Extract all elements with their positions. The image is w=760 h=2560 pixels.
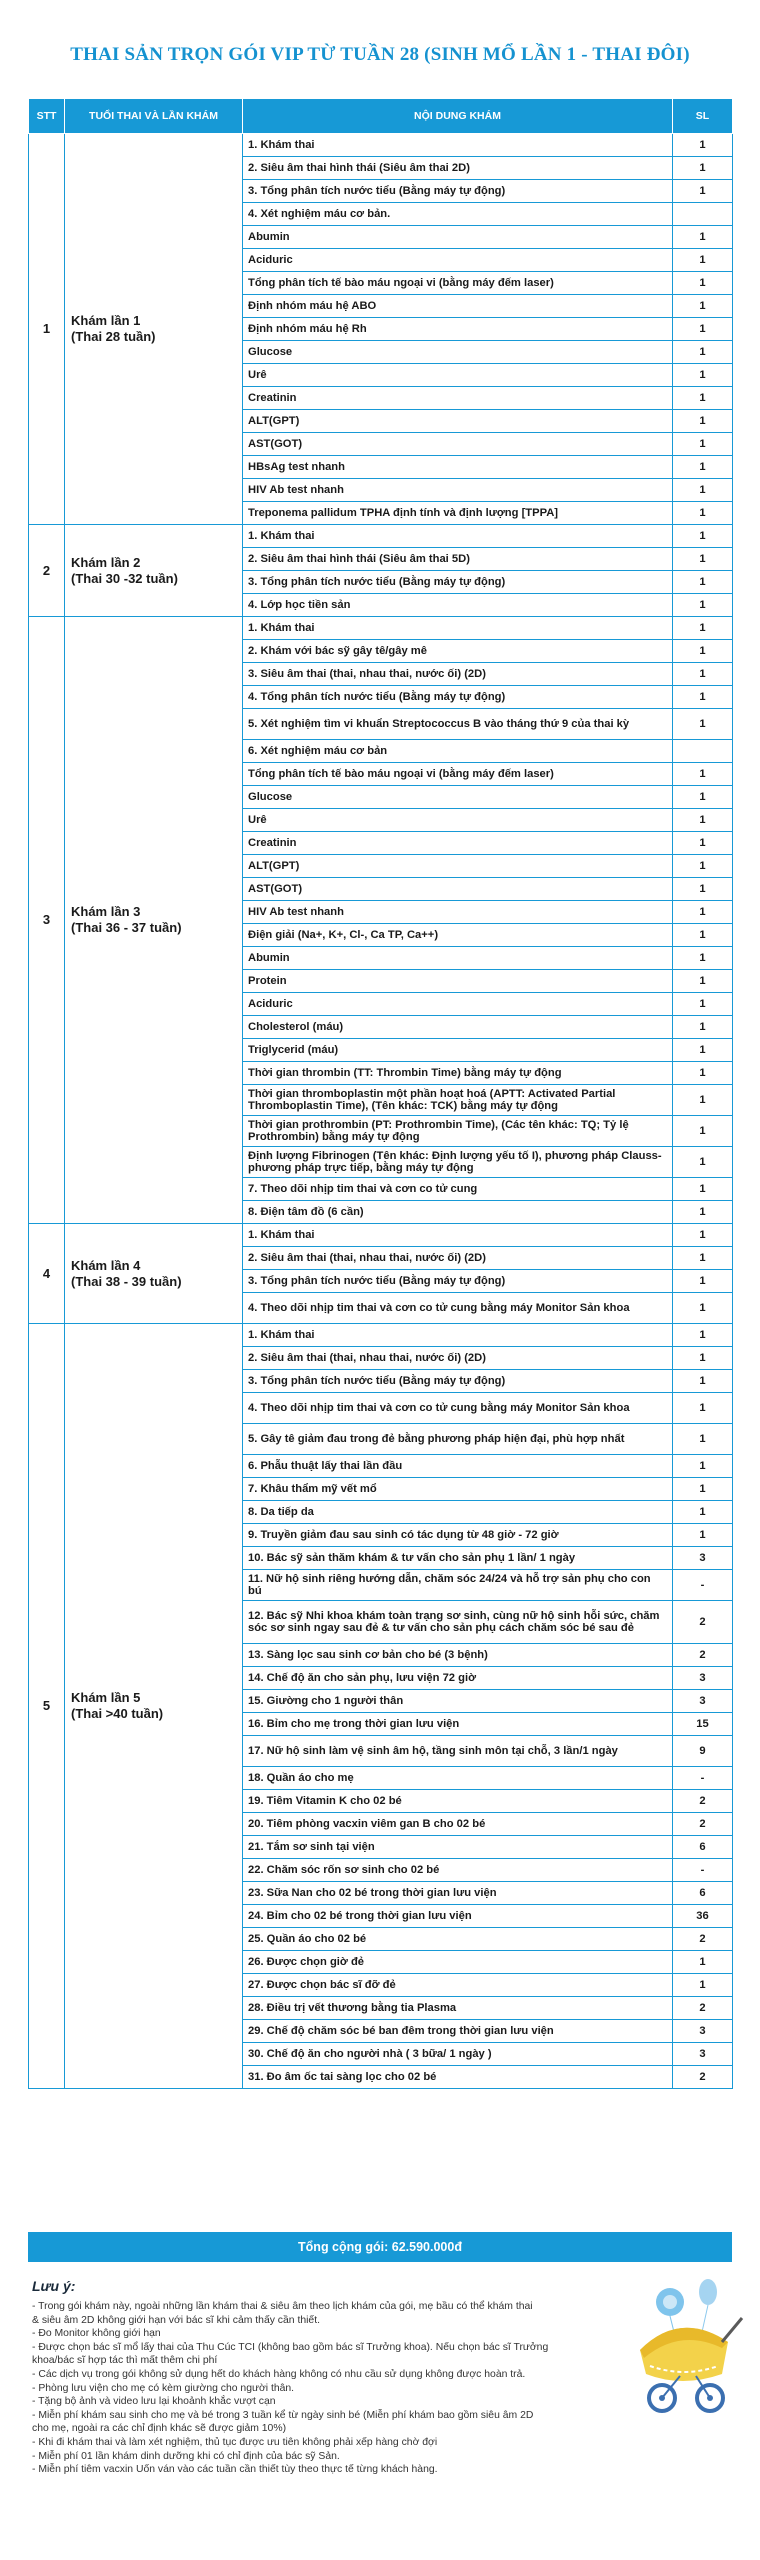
exam-item: 4. Theo dõi nhịp tim thai và cơn co tử cung bằng máy Monitor Sản khoa bbox=[243, 1293, 673, 1324]
package-table bbox=[28, 98, 733, 2089]
exam-item: 1. Khám thai bbox=[243, 1324, 673, 1347]
note-item: - Phòng lưu viện cho mẹ có kèm giường cho người thân. bbox=[32, 2382, 295, 2394]
table-row bbox=[29, 1224, 733, 1247]
exam-quantity: 1 bbox=[673, 1455, 733, 1478]
exam-item: 3. Tổng phân tích nước tiểu (Bằng máy tự động) bbox=[243, 571, 673, 594]
exam-quantity: 1 bbox=[673, 1424, 733, 1455]
visit-label bbox=[65, 1324, 243, 2089]
exam-item: 18. Quần áo cho mẹ bbox=[243, 1767, 673, 1790]
exam-quantity: 1 bbox=[673, 878, 733, 901]
exam-item: 2. Siêu âm thai (thai, nhau thai, nước ối) (2D) bbox=[243, 1247, 673, 1270]
exam-quantity: 1 bbox=[673, 479, 733, 502]
exam-quantity: 1 bbox=[673, 1270, 733, 1293]
exam-quantity: 1 bbox=[673, 226, 733, 249]
exam-quantity: 3 bbox=[673, 2020, 733, 2043]
exam-item: Định nhóm máu hệ Rh bbox=[243, 318, 673, 341]
note-item: - Các dịch vụ trong gói không sử dụng hết do khách hàng không có nhu cầu sử dụng không được hoàn trả. bbox=[32, 2368, 526, 2380]
exam-item: Aciduric bbox=[243, 993, 673, 1016]
note-item: - Khi đi khám thai và làm xét nghiệm, thủ tục được ưu tiên không phải xếp hàng chờ đợi bbox=[32, 2436, 438, 2448]
exam-quantity: 1 bbox=[673, 832, 733, 855]
notes-list bbox=[32, 2300, 632, 2477]
exam-quantity: 1 bbox=[673, 663, 733, 686]
exam-quantity: 1 bbox=[673, 1324, 733, 1347]
note-item: - Tặng bộ ảnh và video lưu lại khoảnh khắc vượt cạn bbox=[32, 2396, 276, 2408]
exam-quantity: 1 bbox=[673, 1293, 733, 1324]
exam-item: Creatinin bbox=[243, 387, 673, 410]
exam-item: 28. Điều trị vết thương bằng tia Plasma bbox=[243, 1997, 673, 2020]
exam-quantity: 1 bbox=[673, 924, 733, 947]
exam-item: 14. Chế độ ăn cho sản phụ, lưu viện 72 giờ bbox=[243, 1667, 673, 1690]
exam-quantity: 1 bbox=[673, 855, 733, 878]
visit-week: (Thai >40 tuần) bbox=[71, 1706, 164, 1721]
visit-number: 1 bbox=[29, 134, 65, 525]
header-qty: SL bbox=[673, 99, 733, 134]
exam-quantity: 1 bbox=[673, 1524, 733, 1547]
visit-week: (Thai 30 -32 tuần) bbox=[71, 570, 178, 586]
exam-item: 6. Phẫu thuật lấy thai lần đầu bbox=[243, 1455, 673, 1478]
exam-item: 25. Quần áo cho 02 bé bbox=[243, 1928, 673, 1951]
exam-quantity: 1 bbox=[673, 1062, 733, 1085]
exam-quantity: 1 bbox=[673, 1224, 733, 1247]
exam-quantity: 6 bbox=[673, 1882, 733, 1905]
exam-item: 4. Lớp học tiền sản bbox=[243, 594, 673, 617]
exam-item: Thời gian thromboplastin một phần hoạt hoá (APTT: Activated Partial Thromboplastin Time), (Tên khác: TCK) bằng máy tự động bbox=[243, 1085, 673, 1116]
exam-item: 8. Điện tâm đồ (6 cần) bbox=[243, 1201, 673, 1224]
exam-item: Định lượng Fibrinogen (Tên khác: Định lượng yếu tố I), phương pháp Clauss- phương pháp trực tiếp, bằng máy tự động bbox=[243, 1147, 673, 1178]
exam-item: Triglycerid (máu) bbox=[243, 1039, 673, 1062]
exam-item: 15. Giường cho 1 người thân bbox=[243, 1690, 673, 1713]
exam-item: HBsAg test nhanh bbox=[243, 456, 673, 479]
visit-label bbox=[65, 617, 243, 1224]
exam-item: 31. Đo âm ốc tai sàng lọc cho 02 bé bbox=[243, 2066, 673, 2089]
exam-item: 29. Chế độ chăm sóc bé ban đêm trong thời gian lưu viện bbox=[243, 2020, 673, 2043]
exam-quantity: 1 bbox=[673, 809, 733, 832]
exam-item: 3. Tổng phân tích nước tiểu (Bằng máy tự động) bbox=[243, 180, 673, 203]
visit-number: 3 bbox=[29, 617, 65, 1224]
exam-quantity: 1 bbox=[673, 1085, 733, 1116]
exam-item: ALT(GPT) bbox=[243, 410, 673, 433]
visit-name: Khám lần 3 bbox=[71, 904, 141, 919]
exam-item: 5. Gây tê giảm đau trong đẻ bằng phương pháp hiện đại, phù hợp nhất bbox=[243, 1424, 673, 1455]
exam-item: 21. Tắm sơ sinh tại viện bbox=[243, 1836, 673, 1859]
exam-quantity: 1 bbox=[673, 502, 733, 525]
exam-item: Treponema pallidum TPHA định tính và định lượng [TPPA] bbox=[243, 502, 673, 525]
visit-name: Khám lần 2 bbox=[71, 554, 141, 570]
exam-item: 9. Truyền giảm đau sau sinh có tác dụng từ 48 giờ - 72 giờ bbox=[243, 1524, 673, 1547]
exam-quantity: 3 bbox=[673, 1667, 733, 1690]
exam-quantity: 1 bbox=[673, 525, 733, 548]
exam-item: 4. Theo dõi nhịp tim thai và cơn co tử cung bằng máy Monitor Sản khoa bbox=[243, 1393, 673, 1424]
exam-quantity: 2 bbox=[673, 1928, 733, 1951]
exam-quantity: 1 bbox=[673, 617, 733, 640]
note-item: - Miễn phí 01 lần khám dinh dưỡng khi có chỉ định của bác sỹ Sản. bbox=[32, 2450, 340, 2462]
exam-item: 5. Xét nghiệm tìm vi khuẩn Streptococcus B vào tháng thứ 9 của thai kỳ bbox=[243, 709, 673, 740]
exam-quantity: 1 bbox=[673, 318, 733, 341]
exam-quantity: 3 bbox=[673, 2043, 733, 2066]
exam-quantity: - bbox=[673, 1859, 733, 1882]
visit-name: Khám lần 4 bbox=[71, 1257, 141, 1273]
visit-number: 2 bbox=[29, 525, 65, 617]
note-item: - Miễn phí tiêm vacxin Uốn ván vào các tuần cần thiết tùy theo thực tế từng khách hàng. bbox=[32, 2464, 438, 2476]
exam-quantity: 2 bbox=[673, 1997, 733, 2020]
exam-item: AST(GOT) bbox=[243, 878, 673, 901]
exam-item: Cholesterol (máu) bbox=[243, 1016, 673, 1039]
exam-quantity: 1 bbox=[673, 134, 733, 157]
exam-item: 30. Chế độ ăn cho người nhà ( 3 bữa/ 1 ngày ) bbox=[243, 2043, 673, 2066]
exam-item: Glucose bbox=[243, 341, 673, 364]
visit-name: Khám lần 1 bbox=[71, 313, 141, 328]
exam-quantity: 1 bbox=[673, 295, 733, 318]
exam-item: 17. Nữ hộ sinh làm vệ sinh âm hộ, tầng sinh môn tại chỗ, 3 lần/1 ngày bbox=[243, 1736, 673, 1767]
exam-quantity: 1 bbox=[673, 1178, 733, 1201]
header-stt: STT bbox=[29, 99, 65, 134]
exam-item: 8. Da tiếp da bbox=[243, 1501, 673, 1524]
exam-quantity: 1 bbox=[673, 157, 733, 180]
exam-quantity: 1 bbox=[673, 433, 733, 456]
exam-quantity: 2 bbox=[673, 1790, 733, 1813]
exam-item: Abumin bbox=[243, 947, 673, 970]
exam-item: 22. Chăm sóc rốn sơ sinh cho 02 bé bbox=[243, 1859, 673, 1882]
exam-item: 27. Được chọn bác sĩ đỡ đẻ bbox=[243, 1974, 673, 1997]
exam-item: 1. Khám thai bbox=[243, 617, 673, 640]
exam-item: Creatinin bbox=[243, 832, 673, 855]
exam-item: 1. Khám thai bbox=[243, 525, 673, 548]
exam-quantity: 1 bbox=[673, 901, 733, 924]
exam-item: 10. Bác sỹ sản thăm khám & tư vấn cho sản phụ 1 lần/ 1 ngày bbox=[243, 1547, 673, 1570]
exam-item: Tổng phân tích tế bào máu ngoại vi (bằng máy đếm laser) bbox=[243, 763, 673, 786]
exam-quantity: - bbox=[673, 1767, 733, 1790]
visit-week: (Thai 28 tuần) bbox=[71, 329, 156, 344]
note-item: - Trong gói khám này, ngoài những lần khám thai & siêu âm theo lịch khám của gói, mẹ bầu có thể khám thai bbox=[32, 2301, 533, 2312]
exam-quantity: 1 bbox=[673, 686, 733, 709]
page-title: THAI SẢN TRỌN GÓI VIP TỪ TUẦN 28 (SINH MỔ LẦN 1 - THAI ĐÔI) bbox=[70, 44, 690, 65]
table-header-row bbox=[29, 99, 733, 134]
exam-quantity: 1 bbox=[673, 709, 733, 740]
exam-item: Abumin bbox=[243, 226, 673, 249]
exam-quantity bbox=[673, 740, 733, 763]
exam-item: 1. Khám thai bbox=[243, 1224, 673, 1247]
exam-item: 2. Khám với bác sỹ gây tê/gây mê bbox=[243, 640, 673, 663]
exam-quantity: 1 bbox=[673, 1147, 733, 1178]
notes-title: Lưu ý: bbox=[32, 2278, 76, 2294]
exam-quantity: 1 bbox=[673, 1039, 733, 1062]
exam-item: 2. Siêu âm thai (thai, nhau thai, nước ối) (2D) bbox=[243, 1347, 673, 1370]
note-item: - Đo Monitor không giới hạn bbox=[32, 2328, 161, 2340]
exam-item: Urê bbox=[243, 809, 673, 832]
note-item: cho mẹ, ngoài ra các chỉ định khác sẽ được giảm 10%) bbox=[32, 2423, 287, 2435]
exam-item: 13. Sàng lọc sau sinh cơ bản cho bé (3 bệnh) bbox=[243, 1644, 673, 1667]
exam-quantity: 1 bbox=[673, 947, 733, 970]
table-row bbox=[29, 525, 733, 548]
exam-quantity: 2 bbox=[673, 1601, 733, 1644]
exam-item: 3. Tổng phân tích nước tiểu (Bằng máy tự động) bbox=[243, 1370, 673, 1393]
visit-label bbox=[65, 134, 243, 525]
exam-item: 4. Tổng phân tích nước tiểu (Bằng máy tự động) bbox=[243, 686, 673, 709]
exam-item: ALT(GPT) bbox=[243, 855, 673, 878]
exam-item: 3. Siêu âm thai (thai, nhau thai, nước ối) (2D) bbox=[243, 663, 673, 686]
exam-item: Điện giải (Na+, K+, Cl-, Ca TP, Ca++) bbox=[243, 924, 673, 947]
header-content: NỘI DUNG KHÁM bbox=[243, 99, 673, 134]
exam-quantity: 1 bbox=[673, 249, 733, 272]
exam-item: Thời gian thrombin (TT: Thrombin Time) bằng máy tự động bbox=[243, 1062, 673, 1085]
exam-quantity: 1 bbox=[673, 180, 733, 203]
exam-item: Định nhóm máu hệ ABO bbox=[243, 295, 673, 318]
exam-quantity: 1 bbox=[673, 1974, 733, 1997]
visit-label bbox=[65, 1224, 243, 1324]
exam-quantity: 6 bbox=[673, 1836, 733, 1859]
visit-number: 4 bbox=[29, 1224, 65, 1324]
exam-item: 2. Siêu âm thai hình thái (Siêu âm thai 2D) bbox=[243, 157, 673, 180]
exam-item: HIV Ab test nhanh bbox=[243, 901, 673, 924]
exam-item: 3. Tổng phân tích nước tiểu (Bằng máy tự động) bbox=[243, 1270, 673, 1293]
exam-quantity: 1 bbox=[673, 272, 733, 295]
note-item: - Được chọn bác sĩ mổ lấy thai của Thu Cúc TCI (không bao gồm bác sĩ Trưởng khoa). Nếu chọn bác sĩ Trưởng bbox=[32, 2341, 549, 2353]
exam-quantity: 1 bbox=[673, 1201, 733, 1224]
exam-quantity: 1 bbox=[673, 993, 733, 1016]
exam-quantity: 1 bbox=[673, 571, 733, 594]
exam-item: 19. Tiêm Vitamin K cho 02 bé bbox=[243, 1790, 673, 1813]
note-item: & siêu âm 2D không giới hạn với bác sĩ khi cảm thấy cần thiết. bbox=[32, 2314, 320, 2326]
table-body bbox=[29, 134, 733, 2089]
exam-quantity: 1 bbox=[673, 548, 733, 571]
header-visit: TUỔI THAI VÀ LẦN KHÁM bbox=[65, 99, 243, 134]
exam-item: 26. Được chọn giờ đẻ bbox=[243, 1951, 673, 1974]
exam-quantity bbox=[673, 203, 733, 226]
baby-stroller-icon bbox=[610, 2270, 750, 2420]
exam-quantity: 1 bbox=[673, 341, 733, 364]
exam-quantity: 1 bbox=[673, 1347, 733, 1370]
visit-number: 5 bbox=[29, 1324, 65, 2089]
exam-quantity: 1 bbox=[673, 1116, 733, 1147]
exam-item: 12. Bác sỹ Nhi khoa khám toàn trạng sơ sinh, cùng nữ hộ sinh hỗi sức, chăm sóc sơ sinh ngay sau đẻ & tư vấn cho sản phụ cách chăm sóc bé sau đẻ bbox=[243, 1601, 673, 1644]
exam-quantity: 3 bbox=[673, 1547, 733, 1570]
exam-quantity: 36 bbox=[673, 1905, 733, 1928]
note-item: - Miễn phí khám sau sinh cho mẹ và bé trong 3 tuần kể từ ngày sinh bé (Miễn phí khám bao gồm siêu âm 2D bbox=[32, 2409, 534, 2421]
table-row bbox=[29, 1324, 733, 1347]
visit-week: (Thai 38 - 39 tuần) bbox=[71, 1273, 182, 1289]
exam-quantity: 1 bbox=[673, 387, 733, 410]
exam-quantity: 2 bbox=[673, 1644, 733, 1667]
table-row bbox=[29, 617, 733, 640]
visit-name: Khám lần 5 bbox=[71, 1690, 141, 1705]
exam-quantity: 1 bbox=[673, 594, 733, 617]
exam-quantity: 1 bbox=[673, 786, 733, 809]
exam-item: 11. Nữ hộ sinh riêng hướng dẫn, chăm sóc 24/24 và hỗ trợ sản phụ cho con bú bbox=[243, 1570, 673, 1601]
exam-item: 20. Tiêm phòng vacxin viêm gan B cho 02 bé bbox=[243, 1813, 673, 1836]
exam-item: AST(GOT) bbox=[243, 433, 673, 456]
exam-item: Tổng phân tích tế bào máu ngoại vi (bằng máy đếm laser) bbox=[243, 272, 673, 295]
exam-item: 23. Sữa Nan cho 02 bé trong thời gian lưu viện bbox=[243, 1882, 673, 1905]
exam-item: 1. Khám thai bbox=[243, 134, 673, 157]
exam-item: 24. Bỉm cho 02 bé trong thời gian lưu viện bbox=[243, 1905, 673, 1928]
exam-quantity: 1 bbox=[673, 1370, 733, 1393]
exam-quantity: 1 bbox=[673, 410, 733, 433]
exam-quantity: 2 bbox=[673, 2066, 733, 2089]
exam-item: 7. Theo dõi nhịp tim thai và cơn co tử cung bbox=[243, 1178, 673, 1201]
table-row bbox=[29, 134, 733, 157]
total-price: Tổng cộng gói: 62.590.000đ bbox=[28, 2232, 732, 2262]
exam-item: Thời gian prothrombin (PT: Prothrombin Time), (Các tên khác: TQ; Tỷ lệ Prothrombin) bằng máy tự động bbox=[243, 1116, 673, 1147]
note-item: khoa/bác sĩ hợp tác thì mất thêm chi phí bbox=[32, 2355, 218, 2367]
exam-quantity: 1 bbox=[673, 763, 733, 786]
exam-item: 4. Xét nghiệm máu cơ bản. bbox=[243, 203, 673, 226]
exam-item: Glucose bbox=[243, 786, 673, 809]
visit-week: (Thai 36 - 37 tuần) bbox=[71, 920, 182, 935]
exam-item: Urê bbox=[243, 364, 673, 387]
visit-label bbox=[65, 525, 243, 617]
exam-quantity: 2 bbox=[673, 1813, 733, 1836]
exam-quantity: 1 bbox=[673, 1016, 733, 1039]
exam-quantity: 1 bbox=[673, 1247, 733, 1270]
exam-quantity: 1 bbox=[673, 1478, 733, 1501]
exam-item: 7. Khâu thẩm mỹ vết mổ bbox=[243, 1478, 673, 1501]
exam-quantity: 9 bbox=[673, 1736, 733, 1767]
exam-item: 16. Bỉm cho mẹ trong thời gian lưu viện bbox=[243, 1713, 673, 1736]
exam-item: Aciduric bbox=[243, 249, 673, 272]
exam-quantity: 1 bbox=[673, 1501, 733, 1524]
exam-quantity: 1 bbox=[673, 970, 733, 993]
exam-item: HIV Ab test nhanh bbox=[243, 479, 673, 502]
exam-quantity: 1 bbox=[673, 1951, 733, 1974]
exam-quantity: - bbox=[673, 1570, 733, 1601]
exam-quantity: 1 bbox=[673, 364, 733, 387]
exam-quantity: 15 bbox=[673, 1713, 733, 1736]
exam-item: 6. Xét nghiệm máu cơ bản bbox=[243, 740, 673, 763]
exam-item: 2. Siêu âm thai hình thái (Siêu âm thai 5D) bbox=[243, 548, 673, 571]
exam-quantity: 1 bbox=[673, 1393, 733, 1424]
exam-item: Protein bbox=[243, 970, 673, 993]
exam-quantity: 3 bbox=[673, 1690, 733, 1713]
exam-quantity: 1 bbox=[673, 456, 733, 479]
exam-quantity: 1 bbox=[673, 640, 733, 663]
